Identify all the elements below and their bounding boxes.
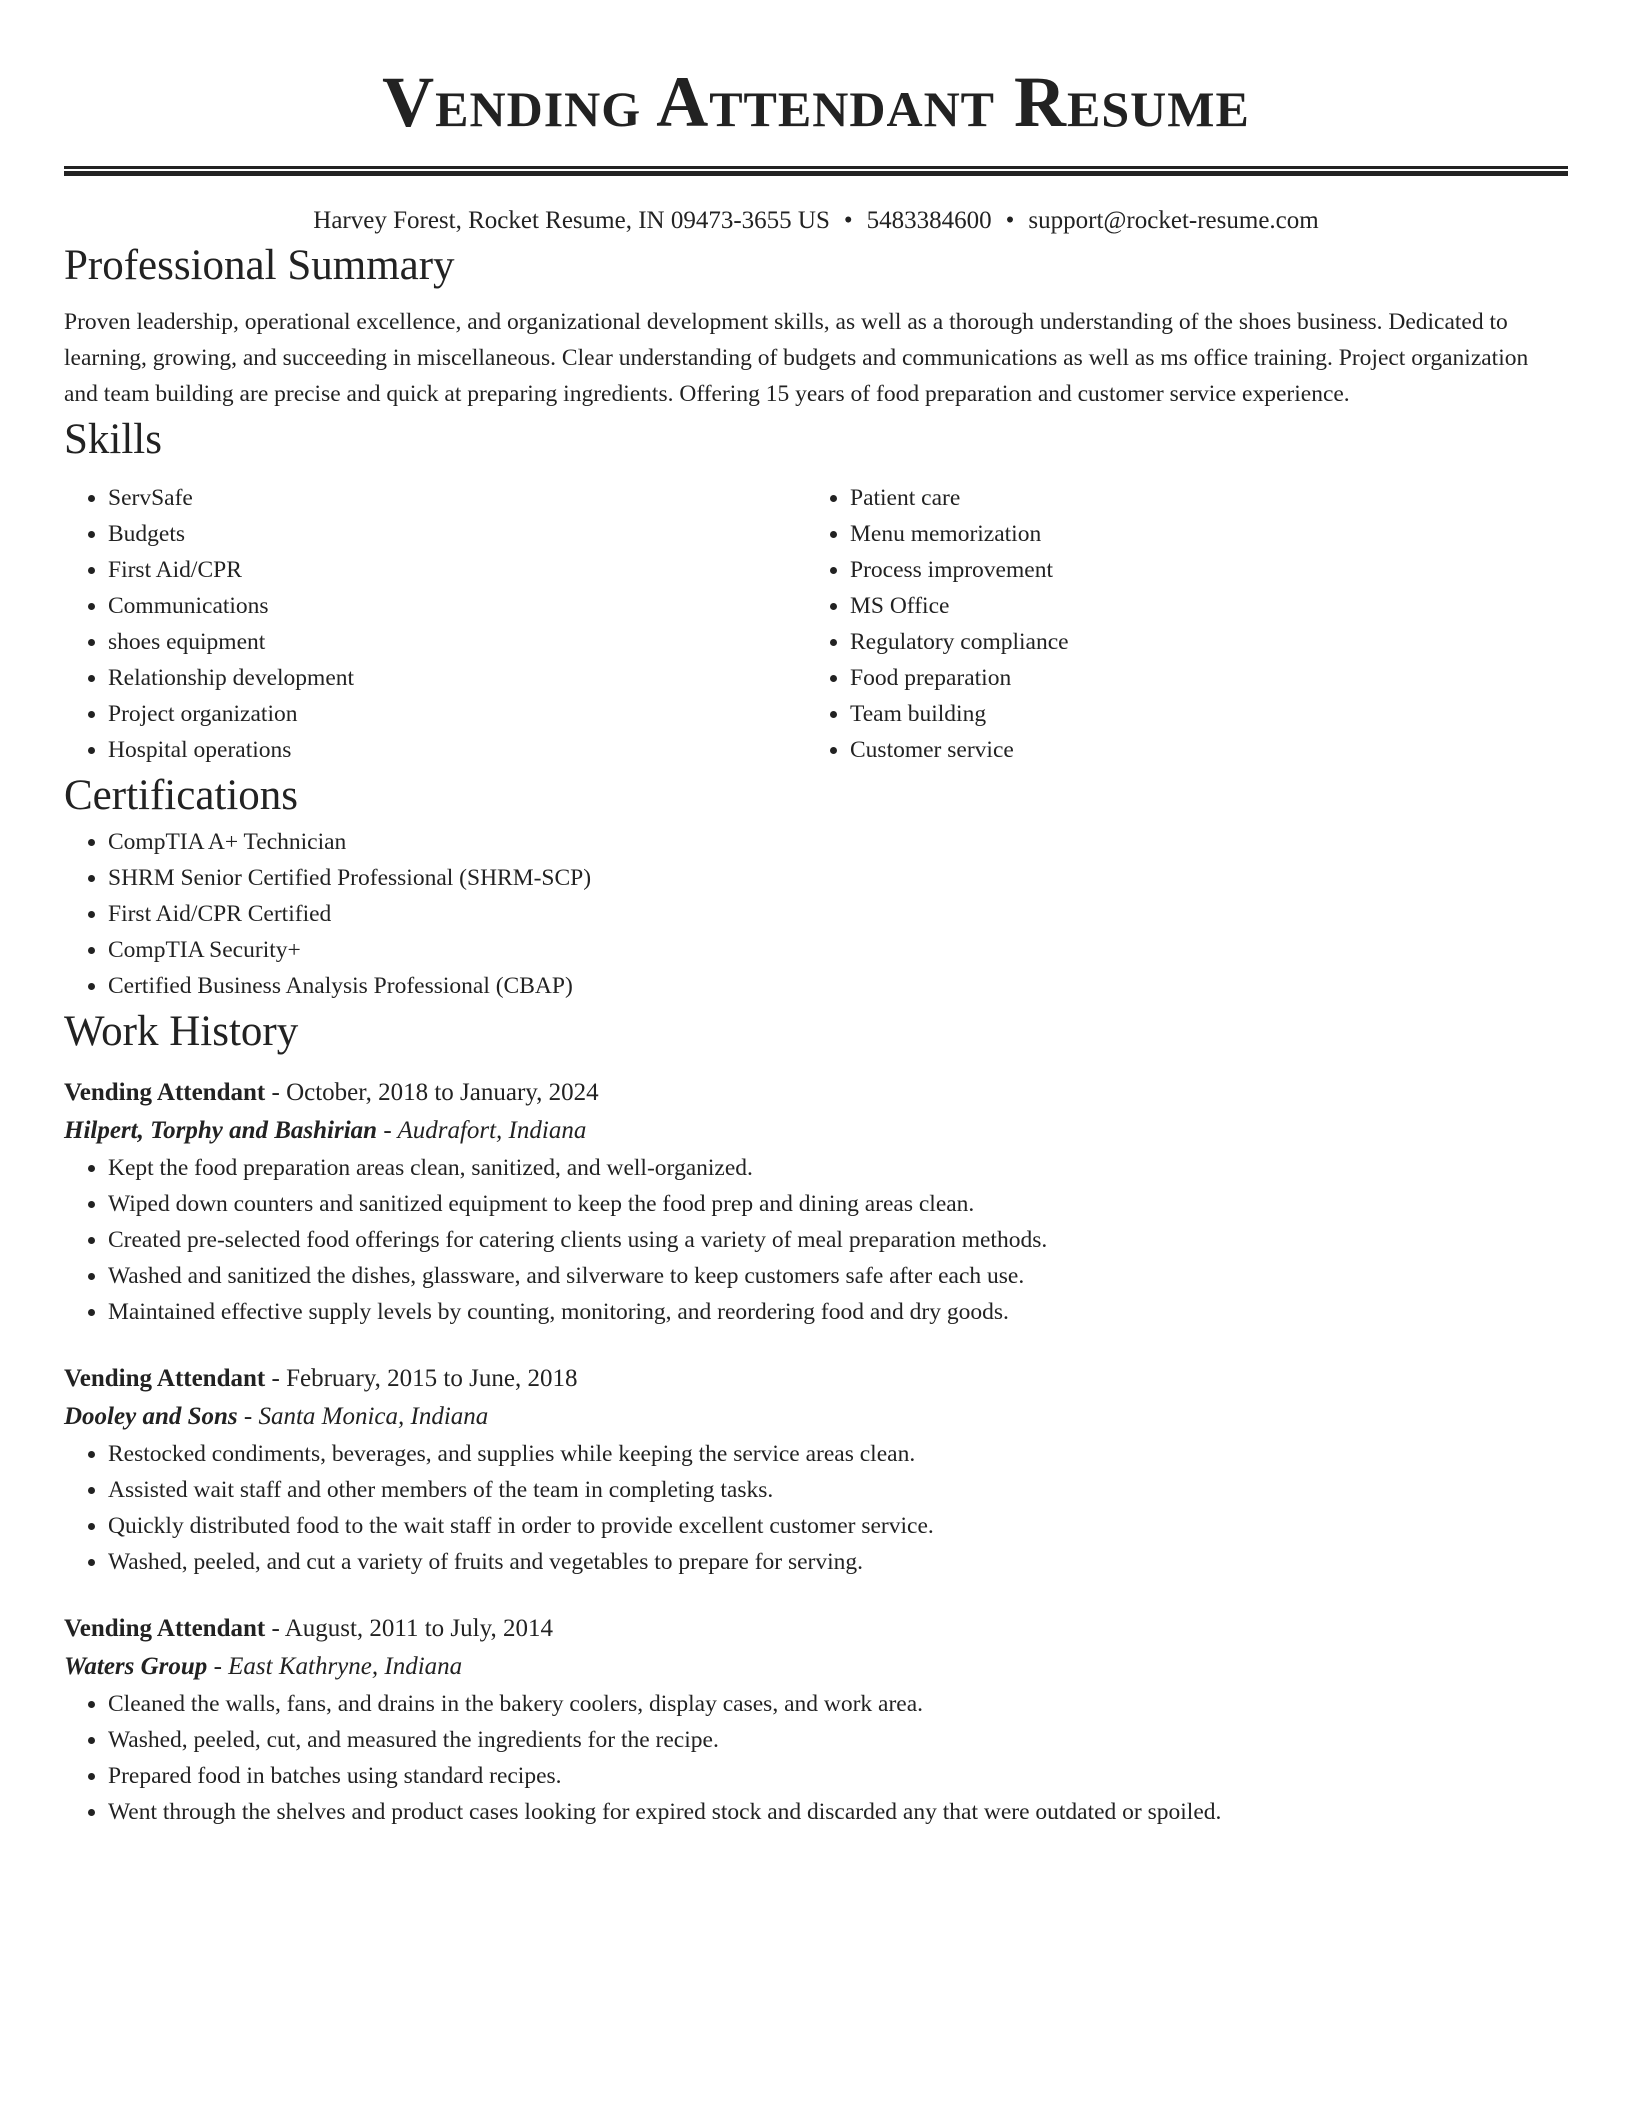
job-title: Vending Attendant (64, 1079, 266, 1106)
job-duty-item: • Washed and sanitized the dishes, glassware, and silverware to keep customers safe after each use. (108, 1258, 1568, 1294)
skills-column-right (806, 480, 1548, 768)
job-title: Vending Attendant (64, 1365, 266, 1392)
job-dash: - (265, 1365, 287, 1392)
job-dates: February, 2015 to June, 2018 (286, 1365, 578, 1392)
job-header (64, 1074, 1568, 1112)
job-company-line (64, 1398, 1568, 1436)
job-company: Dooley and Sons (64, 1403, 238, 1430)
skills-column-left (64, 480, 806, 768)
job-duty-item: • Maintained effective supply levels by counting, monitoring, and reordering food and dry goods. (108, 1294, 1568, 1330)
job-duties-list (64, 1686, 1568, 1830)
job-duty-item: • Kept the food preparation areas clean, sanitized, and well-organized. (108, 1150, 1568, 1186)
skill-item: • First Aid/CPR (108, 552, 806, 588)
skill-item: • Project organization (108, 696, 806, 732)
contact-separator: • (843, 207, 853, 234)
resume-title: Vending Attendant Resume (382, 62, 1250, 142)
title-divider (64, 166, 1568, 176)
job-dash: - (237, 1403, 259, 1430)
skill-item: • Food preparation (850, 660, 1548, 696)
skill-item: • Menu memorization (850, 516, 1548, 552)
skill-item: • Team building (850, 696, 1548, 732)
skill-item: • ServSafe (108, 480, 806, 516)
job-company: Waters Group (64, 1653, 208, 1680)
job-duty-item: • Quickly distributed food to the wait staff in order to provide excellent customer service. (108, 1508, 1568, 1544)
job-duty-item: • Washed, peeled, and cut a variety of fruits and vegetables to prepare for serving. (108, 1544, 1568, 1580)
skill-item: • MS Office (850, 588, 1548, 624)
job-header (64, 1360, 1568, 1398)
certification-item: • First Aid/CPR Certified (108, 896, 1568, 932)
skills-list-right (806, 480, 1548, 768)
job-company: Hilpert, Torphy and Bashirian (64, 1117, 378, 1144)
skill-item: • Regulatory compliance (850, 624, 1548, 660)
skill-item: • shoes equipment (108, 624, 806, 660)
summary-text: Proven leadership, operational excellence, and organizational development skills, as well as a thorough understanding of the shoes business. Dedicated to learning, growing, and succeeding in miscellaneous. Clear understanding of budgets and communications as well as ms office training. Project organization and team building are precise and quick at preparing ingredients. Offering 15 years of food preparation and customer service experience. (64, 309, 1529, 407)
job-duty-item: • Went through the shelves and product cases looking for expired stock and discarded any that were outdated or spoiled. (108, 1794, 1568, 1830)
job-duty-item: • Restocked condiments, beverages, and supplies while keeping the service areas clean. (108, 1436, 1568, 1472)
job-dash: - (207, 1653, 229, 1680)
job-dash: - (265, 1079, 287, 1106)
job-entry (64, 1610, 1568, 1830)
job-title: Vending Attendant (64, 1615, 266, 1642)
contact-separator: • (1005, 207, 1015, 234)
job-entry (64, 1074, 1568, 1330)
certification-item: • CompTIA A+ Technician (108, 824, 1568, 860)
skills-list-left (64, 480, 806, 768)
certifications-list (64, 824, 1568, 1004)
skills-grid (64, 480, 1568, 768)
contact-address: Harvey Forest, Rocket Resume, IN 09473-3655 US (313, 207, 830, 234)
skill-item: • Patient care (850, 480, 1548, 516)
contact-email[interactable]: support@rocket-resume.com (1028, 207, 1319, 234)
work-history-heading: Work History (64, 1008, 299, 1055)
job-dates: October, 2018 to January, 2024 (286, 1079, 599, 1106)
job-duties-list (64, 1150, 1568, 1330)
job-location: East Kathryne, Indiana (228, 1653, 463, 1680)
skill-item: • Process improvement (850, 552, 1548, 588)
job-company-line (64, 1648, 1568, 1686)
job-entry (64, 1360, 1568, 1580)
job-duty-item: • Washed, peeled, cut, and measured the ingredients for the recipe. (108, 1722, 1568, 1758)
skill-item: • Customer service (850, 732, 1548, 768)
summary-heading: Professional Summary (64, 242, 455, 289)
contact-phone[interactable]: 5483384600 (866, 207, 992, 234)
job-duty-item: • Created pre-selected food offerings for catering clients using a variety of meal preparation methods. (108, 1222, 1568, 1258)
job-dash: - (265, 1615, 285, 1642)
job-duty-item: • Assisted wait staff and other members of the team in completing tasks. (108, 1472, 1568, 1508)
skill-item: • Relationship development (108, 660, 806, 696)
job-duty-item: • Wiped down counters and sanitized equipment to keep the food prep and dining areas clean. (108, 1186, 1568, 1222)
job-duty-item: • Prepared food in batches using standard recipes. (108, 1758, 1568, 1794)
certification-item: • SHRM Senior Certified Professional (SHRM-SCP) (108, 860, 1568, 896)
job-location: Audrafort, Indiana (397, 1117, 587, 1144)
contact-line (64, 204, 1568, 238)
job-dash: - (377, 1117, 398, 1144)
skill-item: • Hospital operations (108, 732, 806, 768)
job-dates: August, 2011 to July, 2014 (284, 1615, 553, 1642)
certification-item: • Certified Business Analysis Professional (CBAP) (108, 968, 1568, 1004)
certifications-heading: Certifications (64, 772, 299, 819)
skill-item: • Communications (108, 588, 806, 624)
job-location: Santa Monica, Indiana (258, 1403, 489, 1430)
certification-item: • CompTIA Security+ (108, 932, 1568, 968)
work-history-list (64, 1074, 1568, 1830)
skills-heading: Skills (64, 416, 162, 463)
job-header (64, 1610, 1568, 1648)
skill-item: • Budgets (108, 516, 806, 552)
job-duty-item: • Cleaned the walls, fans, and drains in the bakery coolers, display cases, and work area. (108, 1686, 1568, 1722)
job-duties-list (64, 1436, 1568, 1580)
job-company-line (64, 1112, 1568, 1150)
